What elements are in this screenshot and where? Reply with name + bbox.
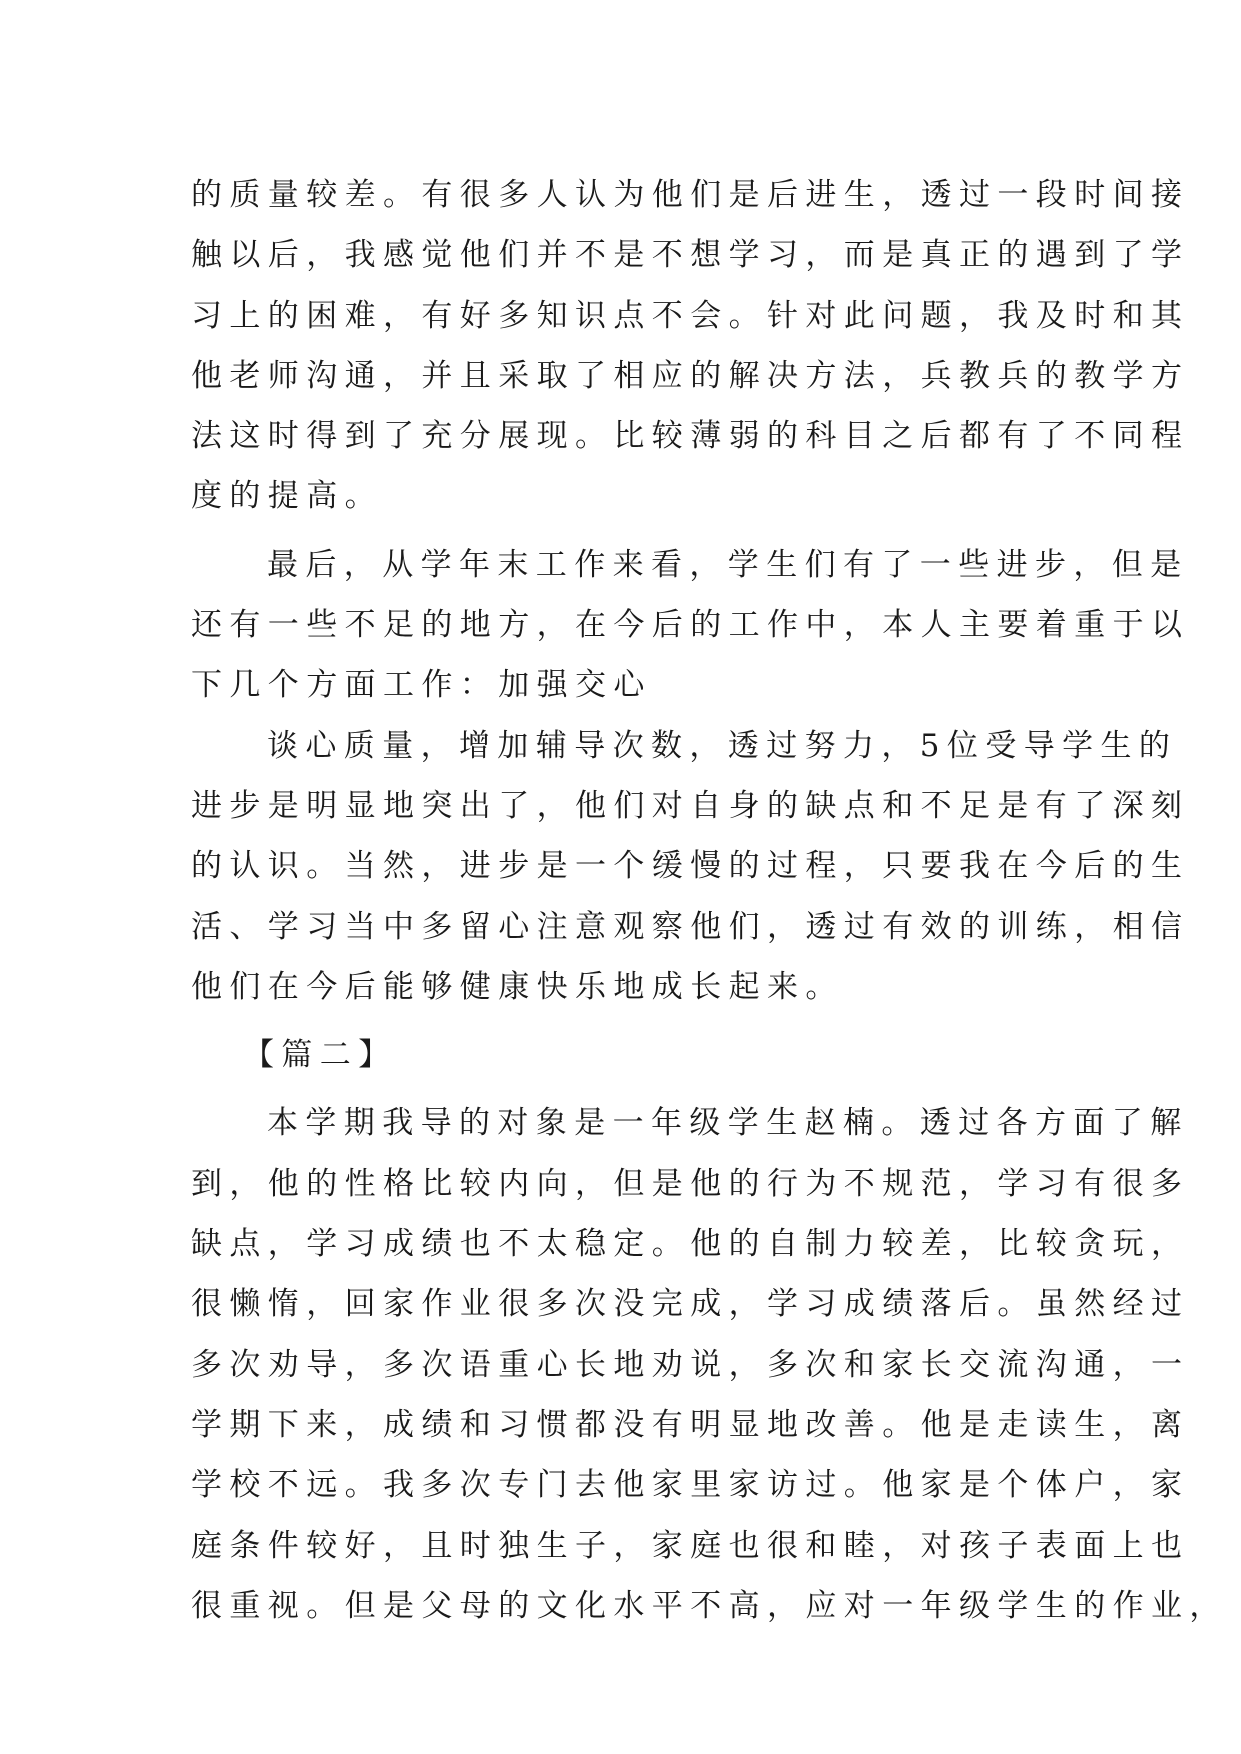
text-line: 最后，从学年末工作来看，学生们有了一些进步，但是	[267, 546, 1189, 583]
text-line: 的质量较差。有很多人认为他们是后进生，透过一段时间接	[191, 177, 1190, 213]
text-line: 进步是明显地突出了，他们对自身的缺点和不足是有了深刻	[191, 787, 1190, 824]
text-line: 活、学习当中多留心注意观察他们，透过有效的训练，相信	[191, 908, 1190, 945]
paragraph	[191, 165, 1190, 527]
paragraph	[191, 535, 1190, 716]
text-line: 学期下来，成绩和习惯都没有明显地改善。他是走读生，离	[191, 1406, 1190, 1443]
paragraph-gap	[191, 527, 1061, 535]
paragraph-gap	[191, 1017, 1061, 1025]
text-line: 的认识。当然，进步是一个缓慢的过程，只要我在今后的生	[191, 848, 1190, 885]
text-line: 法这时得到了充分展现。比较薄弱的科目之后都有了不同程	[191, 418, 1190, 455]
text-line: 他老师沟通，并且采取了相应的解决方法，兵教兵的教学方	[191, 357, 1190, 394]
text-line: 本学期我导的对象是一年级学生赵楠。透过各方面了解	[267, 1105, 1189, 1142]
text-line: 多次劝导，多次语重心长地劝说，多次和家长交流沟通，一	[191, 1346, 1190, 1383]
text-line: 度的提高。	[191, 478, 383, 515]
section-heading	[191, 1025, 1061, 1085]
text-line: 习上的困难，有好多知识点不会。针对此问题，我及时和其	[191, 297, 1190, 334]
paragraph-gap	[191, 1085, 1061, 1093]
section-title: 【篇二】	[243, 1037, 397, 1074]
body-text	[191, 165, 1228, 1636]
text-line: 下几个方面工作：加强交心	[191, 667, 652, 704]
text-line: 很重视。但是父母的文化水平不高，应对一年级学生的作业，	[191, 1587, 1228, 1624]
paragraph	[191, 1093, 1228, 1636]
paragraph	[191, 716, 1190, 1017]
text-line: 很懒惰，回家作业很多次没完成，学习成绩落后。虽然经过	[191, 1286, 1190, 1323]
text-line: 谈心质量，增加辅导次数，透过努力，5位受导学生的	[267, 727, 1178, 764]
text-line: 他们在今后能够健康快乐地成长起来。	[191, 968, 844, 1005]
text-line: 触以后，我感觉他们并不是不想学习，而是真正的遇到了学	[191, 237, 1190, 274]
text-line: 学校不远。我多次专门去他家里家访过。他家是个体户，家	[191, 1467, 1190, 1504]
text-line: 缺点，学习成绩也不太稳定。他的自制力较差，比较贪玩，	[191, 1226, 1190, 1263]
text-line: 到，他的性格比较内向，但是他的行为不规范，学习有很多	[191, 1165, 1190, 1202]
text-line: 还有一些不足的地方，在今后的工作中，本人主要着重于以	[191, 607, 1190, 644]
text-line: 庭条件较好，且时独生子，家庭也很和睦，对孩子表面上也	[191, 1527, 1190, 1564]
